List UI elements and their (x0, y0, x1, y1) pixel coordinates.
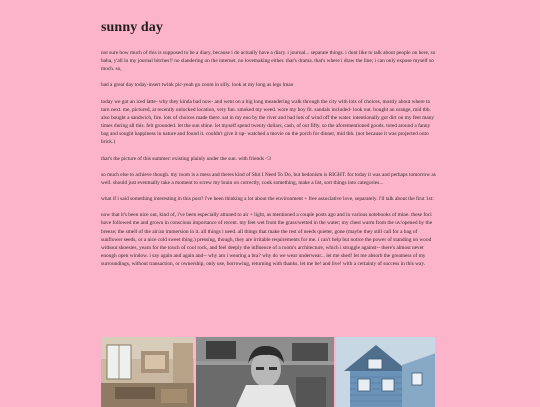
blue-house-image (336, 337, 435, 407)
post-title: sunny day (101, 20, 163, 35)
interior-room-photo[interactable] (101, 337, 194, 407)
post-paragraph-2: had a great day today-insert twink pic-yeah go zoom in silly. look at my long as legs lmao (101, 82, 294, 89)
blue-house-photo[interactable] (336, 337, 435, 407)
post-paragraph-7: now that it's been nice out, kind of, i've been especially attuned to air + light, as mentioned a couple posts ago and in various notebooks of mine. these foci have followed me and grown in conscious importance of recent. my feet wet from the grass/wetted in the water; my chest warm from the uv/opened by the breeze; the smell of the air/an immersion in it. all things i need. all things that make the rest of needs quieter, gone (maybe they still call for a bag of sunflower seeds, or a nice cold sweet thing.) pressing, though, they are irritable requirements for me. i can't help but notice the power of standing on wood without shoesies, yearn for the touch of cool rock, and feel deeply the influence of a room's architecture, which i struggle against-- there's almost never enough open window. i say again and again and-- why am i wearing a bra? why do we wear underwear... let me shed! let me absorb the greatness of my surroundings, without transaction, or ownership, only use, borrowing, returning with thanks. let me be! and live! with a certainty of success in this way. (101, 212, 433, 268)
portrait-photo[interactable] (196, 337, 333, 407)
post-body (101, 20, 439, 276)
post-paragraph-6: what if i said something interesting in this post? i've been thinking a lot about the environment + free associative love, separately. i'll talk about the first 1st: (101, 196, 434, 203)
interior-room-image (101, 337, 194, 407)
post-paragraph-4: that's the picture of this summer: existing plainly under the sun. with friends <3 (101, 155, 271, 162)
post-paragraph-1: not sure how much of this is supposed to be a diary, because i do actually have a diary. i journal... separate things. i dont like to talk about people on here, so haha, y'all in my journal bitches!! no slandering on the internet. no lovemaking either. that's drama. that's where i draw the line; i can only expose myself so much. so, (101, 50, 436, 73)
post-paragraph-3: today we got an iced latte- why they kinda bad now- and went on a big long meandering walk through the city with lots of choices, mostly about where to turn next. me, pictured, at recently unlocked location, very fun. smoked my weed. wore my boy fit. sandals included- look out. bought an orange, mid tbh. also bought a sandwich, fire. lots of choices made there. sat in my eno by the river and had lots of wind off the water. intentionally got dirt on my feet many times during all this. felt grounded. let the sun shine. let myself spend twenty dollars, cash, of out fifty. so the aforementioned goods. toted around a fanny bag and sought happiness in nature and found it. couldn't give it up- watched a movie on the porch for dinner, mid tbh. (not because it was projected onto brick.) (101, 98, 435, 146)
portrait-image (196, 337, 333, 407)
post-paragraph-5: so much else to achieve though. my room is a mess and theres kind of Shit I Need To Do, but hedonism is RIGHT. for today it was and perhaps tomorrow as well. should just eventually take a moment to screw my brain on correctly, cook something, make a list, sort things into categories... (101, 171, 436, 186)
photo-gallery (101, 337, 435, 407)
